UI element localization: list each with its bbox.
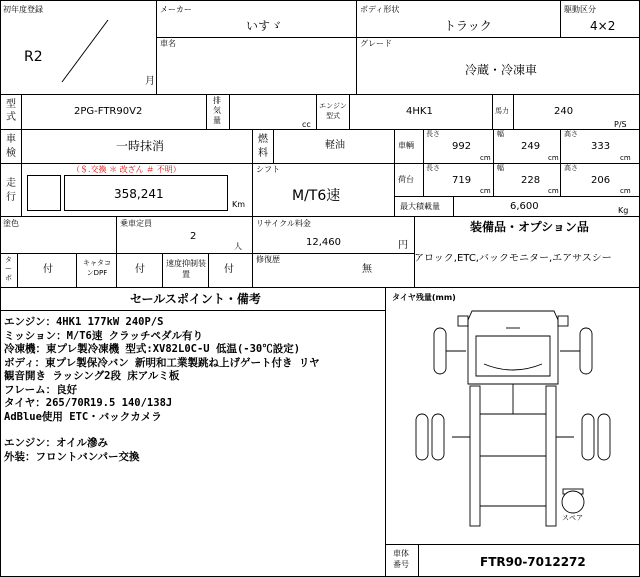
- equipment-value: アロック,ETC,バックモニター,エアサスシー: [414, 254, 612, 264]
- sales-point-line: 観音開き ラッシング2段 床アルミ板: [4, 370, 180, 382]
- km-unit: Km: [232, 200, 246, 209]
- horsepower-value: 240: [554, 106, 574, 117]
- sales-point-line: [4, 424, 320, 437]
- shift-value: M/T6速: [292, 188, 341, 204]
- type-value: 2PG-FTR90V2: [74, 106, 143, 117]
- month-unit: 月: [145, 76, 155, 87]
- tire-rear-left-inner: [432, 414, 444, 460]
- ps-unit: P/S: [614, 120, 627, 129]
- mileage-mark-box: [27, 175, 61, 211]
- sales-point-line: タイヤ：265/70R19.5 140/138J: [4, 397, 173, 409]
- tire-rear-right-inner: [582, 414, 594, 460]
- tire-spare: [562, 491, 584, 513]
- turbo-label: ターボ: [5, 256, 12, 282]
- first-reg-divider-slash: [60, 18, 110, 84]
- kg-unit: Kg: [618, 206, 629, 215]
- tire-rear-right-outer: [598, 414, 610, 460]
- tire-front-right: [580, 328, 592, 374]
- cargo-height-value: 206: [591, 175, 611, 186]
- drive-label: 駆動区分: [564, 5, 596, 14]
- yen-unit: 円: [398, 240, 408, 251]
- repair-label: 修復歴: [256, 255, 280, 264]
- max-load-cell: [453, 196, 640, 217]
- sales-point-line: エンジン：4HK1 177kW 240P/S: [4, 316, 164, 328]
- cargo-length-unit: cm: [480, 187, 491, 195]
- first-reg-label: 初年度登録: [3, 5, 43, 14]
- maker-label: メーカー: [160, 5, 192, 14]
- sales-point-line: 外装：フロントバンパー交換: [4, 450, 140, 463]
- max-load-label: 最大積載量: [400, 202, 440, 211]
- mileage-value: 358,241: [114, 187, 164, 201]
- sales-point-line: ボディ：東プレ製保冷バン 新明和工業製跳ね上げゲート付き リヤ: [4, 356, 320, 369]
- vehicle-width-label: 幅: [497, 130, 504, 138]
- sales-point-line: フレーム：良好: [4, 383, 78, 396]
- first-reg-year: R2: [24, 49, 43, 65]
- tire-title: タイヤ残量(mm): [392, 293, 456, 302]
- sales-point-line: 冷凍機：東プレ製冷凍機 型式:XV82L0C-U 低温(-30℃設定): [4, 343, 301, 355]
- drive-value: 4×2: [590, 19, 616, 33]
- cargo-height-label: 高さ: [564, 164, 578, 172]
- inspection-label: 車検: [6, 134, 16, 159]
- body-value: トラック: [444, 19, 492, 33]
- truck-tire-diagram: [386, 306, 638, 542]
- person-unit: 人: [234, 242, 242, 251]
- paint-label: 塗色: [3, 219, 19, 228]
- capacity-value: 2: [190, 231, 197, 242]
- vehicle-label: 車輌: [398, 141, 414, 150]
- cc-unit: cc: [302, 120, 311, 129]
- model-cell: [156, 37, 357, 95]
- displacement-label: 排気量: [213, 96, 221, 125]
- vehicle-height-label: 高さ: [564, 130, 578, 138]
- catalyst-value: 付: [135, 264, 145, 275]
- sales-point-line: AdBlue使用 ETC・バックカメラ: [4, 410, 162, 423]
- sales-points-list: [4, 316, 320, 464]
- inspection-value: 一時抹消: [116, 139, 165, 153]
- chassis-value: FTR90-7012272: [480, 555, 586, 569]
- vehicle-width-unit: cm: [548, 154, 559, 162]
- sales-points-title: セールスポイント・備考: [130, 292, 261, 306]
- recycle-value: 12,460: [306, 237, 341, 248]
- vehicle-width-value: 249: [521, 141, 541, 152]
- model-label: 車名: [160, 39, 176, 48]
- vehicle-length-value: 992: [452, 141, 472, 152]
- limiter-value: 付: [224, 264, 234, 275]
- spare-label: スペア: [562, 514, 583, 522]
- capacity-label: 乗車定員: [120, 219, 152, 228]
- grade-label: グレード: [360, 39, 392, 48]
- limiter-label: 速度抑制装置: [166, 259, 206, 279]
- vehicle-length-unit: cm: [480, 154, 491, 162]
- engine-type-label: エンジン型式: [319, 102, 347, 120]
- body-label: ボディ形状: [360, 5, 400, 14]
- tire-rear-left-outer: [416, 414, 428, 460]
- cargo-length-label: 長さ: [426, 164, 440, 172]
- recycle-label: リサイクル料金: [256, 219, 311, 228]
- fuel-label: 燃料: [258, 134, 268, 159]
- vehicle-height-value: 333: [591, 141, 611, 152]
- mileage-label: 走行: [6, 178, 16, 203]
- horsepower-label: 馬力: [495, 107, 509, 115]
- cargo-height-unit: cm: [620, 187, 631, 195]
- cargo-width-label: 幅: [497, 164, 504, 172]
- turbo-value: 付: [43, 264, 53, 275]
- maker-value: いすゞ: [246, 19, 283, 33]
- cargo-label: 荷台: [398, 175, 414, 184]
- fuel-value: 軽油: [325, 140, 345, 151]
- sales-point-line: ミッション：M/T6速 クラッチペダル有り: [4, 329, 203, 342]
- max-load-value: 6,600: [510, 201, 539, 212]
- catalyst-label: キャタコンDPF: [83, 259, 111, 277]
- mileage-note: （＄.交換 ＊ 改ざん ＃ 不明）: [72, 165, 181, 174]
- cargo-width-unit: cm: [548, 187, 559, 195]
- sales-point-line: エンジン：オイル滲み: [4, 437, 108, 449]
- grade-value: 冷蔵・冷凍車: [465, 63, 538, 77]
- cargo-width-value: 228: [521, 175, 541, 186]
- repair-value: 無: [362, 264, 372, 275]
- vehicle-height-unit: cm: [620, 154, 631, 162]
- type-label: 型式: [6, 99, 16, 123]
- tire-front-left: [434, 328, 446, 374]
- equipment-title: 装備品・オプション品: [470, 220, 589, 234]
- engine-type-value: 4HK1: [406, 106, 433, 117]
- cargo-length-value: 719: [452, 175, 472, 186]
- shift-label: シフト: [256, 165, 280, 174]
- chassis-label: 車体番号: [393, 549, 409, 569]
- vehicle-length-label: 長さ: [426, 130, 440, 138]
